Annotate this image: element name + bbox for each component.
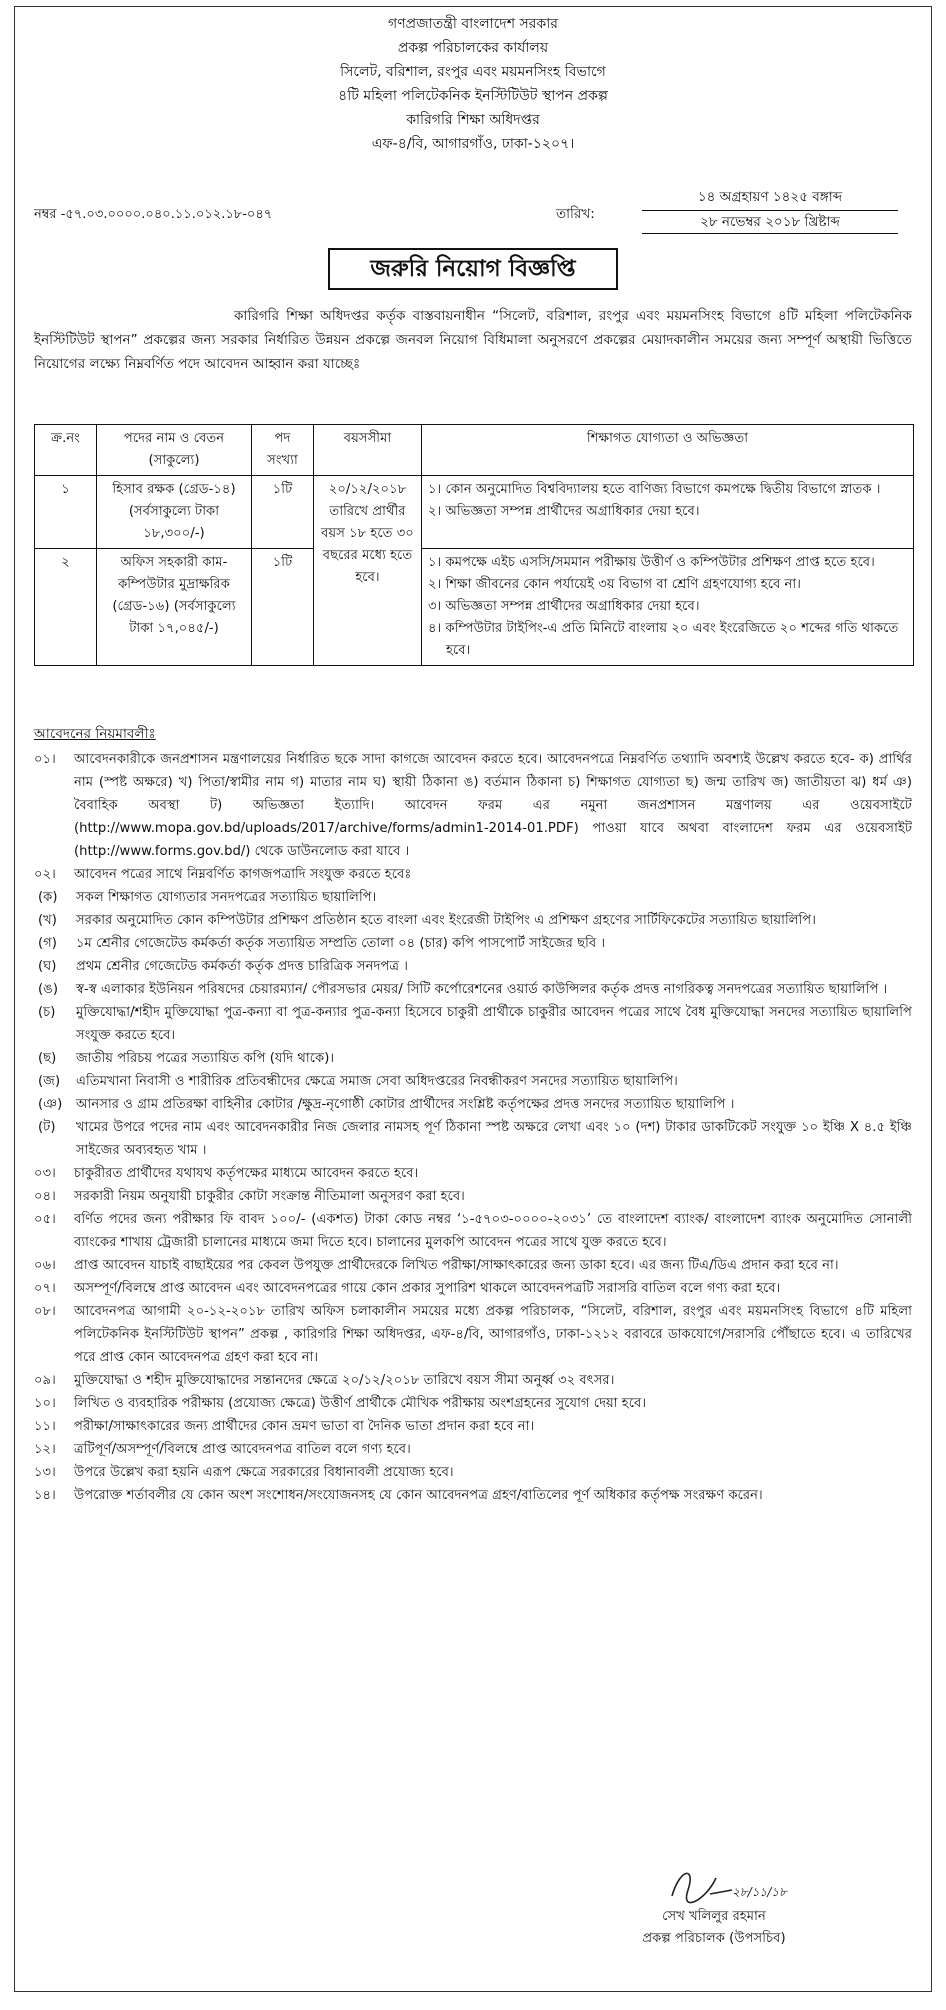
table-row [35,476,914,549]
rule-text: উপরে উল্লেখ করা হয়নি এরূপ ক্ষেত্রে সরকারের বিধানাবলী প্রযোজ্য হবে। [74,1465,454,1480]
attachment-text: খামের উপরে পদের নাম এবং আবেদনকারীর নিজ জেলার নামসহ পূর্ণ ঠিকানা স্পষ্ট অক্ষরে লেখা এবং ১০ (দশ) টাকার ডাকটিকেট সংযুক্ত ১০ ইঞ্চি X ৪.৫ ইঞ্চি সাইজের অব্যবহৃত খাম । [76,1120,912,1158]
rule-item [34,748,912,863]
attachment-text: স্ব-স্ব এলাকার ইউনিয়ন পরিষদের চেয়ারম্যান/ পৌরসভার মেয়র/ সিটি কর্পোরেশনের ওয়ার্ড কাউন্সিলর কর্তৃক প্রদত্ত নাগরিকত্ব সনদপত্রের সত্যায়িত ছায়ালিপি । [76,982,888,997]
row-post: অফিস সহকারী কাম-কম্পিউটার মুদ্রাক্ষরিক (গ্রেড-১৬) (সর্বসাকুল্যে টাকা ১৭,০৪৫/-) [97,549,252,666]
rule-number: ১২। [34,1442,56,1457]
rule-number: ১৩। [34,1465,56,1480]
qualification-item: ৪। কম্পিউটার টাইপিং-এ প্রতি মিনিটে বাংলায় ২০ এবং ইংরেজিতে ২০ শব্দের গতি থাকতে হবে। [428,621,899,658]
attachment-item [38,955,912,978]
intro-paragraph [34,304,912,376]
attachment-mark: (গ) [38,936,57,951]
rule-number: ০৪। [34,1189,56,1204]
rule-text: চাকুরীরত প্রার্থীদের যথাযথ কর্তৃপক্ষের মাধ্যমে আবেদন করতে হবে। [74,1166,419,1181]
date-label: তারিখ: [556,206,595,222]
col-age: বয়সসীমা [314,425,422,476]
rule-item [34,1484,912,1507]
rule-item [34,1300,912,1369]
col-serial: ক্র.নং [35,425,97,476]
rule-number: ০৩। [34,1166,56,1181]
rule-number: ০৫। [34,1212,56,1227]
rule-number: ০২। [34,867,56,882]
attachment-item [38,1070,912,1093]
rule-text: ত্রটিপূর্ণ/অসম্পূর্ণ/বিলম্বে প্রাপ্ত আবেদনপত্র বাতিল বলে গণ্য হবে। [74,1442,411,1457]
table-row [35,549,914,666]
header-line-4: ৪টি মহিলা পলিটেকনিক ইনস্টিটিউট স্থাপন প্রকল্প [338,88,608,104]
rule-text: লিখিত ও ব্যবহারিক পরীক্ষায় (প্রযোজ্য ক্ষেত্রে) উত্তীর্ণ প্রার্থীকে মৌখিক পরীক্ষায় অংশগ্রহনের সুযোগ দেয়া হবে। [74,1396,647,1411]
rule-text: পরীক্ষা/সাক্ষাৎকারের জন্য প্রার্থীদের কোন ভ্রমণ ভাতা বা দৈনিক ভাতা প্রদান করা হবে না। [74,1419,535,1434]
attachment-mark: (ছ) [38,1051,57,1066]
signature-date: ২৮/১১/১৮ [732,1885,787,1899]
attachment-mark: (খ) [38,913,57,928]
qualification-item: ৩। অভিজ্ঞতা সম্পন্ন প্রার্থীদের অগ্রাধিকার দেয়া হবে। [428,599,700,614]
attachment-mark: (জ) [38,1074,61,1089]
rule-text: প্রাপ্ত আবেদন যাচাই বাছাইয়ের পর কেবল উপযুক্ত প্রার্থীদেরকে লিখিত পরীক্ষা/সাক্ষাৎকারের জন্য ডাকা হবে। এর জন্য টিএ/ডিএ প্রদান করা হবে না। [74,1258,839,1273]
row-qualifications [422,549,914,666]
rule-number: ০৭। [34,1281,56,1296]
row-post: হিসাব রক্ষক (গ্রেড-১৪) (সর্বসাকুল্যে টাকা ১৮,৩০০/-) [97,476,252,549]
qualification-item: ২। শিক্ষা জীবনের কোন পর্যায়েই ৩য় বিভাগ বা শ্রেণি গ্রহণযোগ্য হবে না। [428,577,801,592]
rule-text: অসম্পূর্ণ/বিলম্বে প্রাপ্ত আবেদন এবং আবেদনপত্রের গায়ে কোন প্রকার সুপারিশ থাকলে আবেদনপত্রটি সরাসরি বাতিল বলে গণ্য করা হবে। [74,1281,781,1296]
age-limit: ২০/১২/২০১৮ তারিখে প্রার্থীর বয়স ১৮ হতে ৩০ বছরের মধ্যে হতে হবে। [314,476,422,666]
date-english: ২৮ নভেম্বর ২০১৮ খ্রিষ্টাব্দ [642,211,898,234]
row-serial: ১ [35,476,97,549]
row-count: ১টি [252,549,314,666]
header-line-3: সিলেট, বরিশাল, রংপুর এবং ময়মনসিংহ বিভাগে [340,64,606,80]
rule-item [34,863,912,886]
rule-text: সরকারী নিয়ম অনুযায়ী চাকুরীর কোটা সংক্রান্ত নীতিমালা অনুসরণ করা হবে। [74,1189,465,1204]
rules-heading: আবেদনের নিয়মাবলীঃ [34,726,156,742]
rule-item [34,1392,912,1415]
rule-item [34,1185,912,1208]
rule-number: ১৪। [34,1488,56,1503]
attachment-item [38,1001,912,1047]
col-post: পদের নাম ও বেতন (সাকুল্যে) [97,425,252,476]
rule-number: ১০। [34,1396,56,1411]
notice-title: জরুরি নিয়োগ বিজ্ঞপ্তি [328,248,618,290]
attachment-text: সরকার অনুমোদিত কোন কম্পিউটার প্রশিক্ষণ প্রতিষ্ঠান হতে বাংলা এবং ইংরেজী টাইপিং এ প্রশিক্ষণ গ্রহণের সার্টিফিকেটের সত্যায়িত ছায়ালিপি। [76,913,816,928]
office-header [0,12,946,156]
rule-number: ০৬। [34,1258,56,1273]
rule-item [34,1162,912,1185]
attachment-item [38,932,912,955]
attachment-text: আনসার ও গ্রাম প্রতিরক্ষা বাহিনীর কোটার /ক্ষুদ্র-নৃগোষ্ঠী কোটার প্রার্থীদের সংশ্লিষ্ট কর্তৃপক্ষের প্রদত্ত সনদের সত্যায়িত ছায়ালিপি । [76,1097,735,1112]
rule-number: ০৮। [34,1304,56,1319]
attachment-text: এতিমখানা নিবাসী ও শারীরিক প্রতিবন্ধীদের ক্ষেত্রে সমাজ সেবা অধিদপ্তরের নিবন্ধীকরণ সনদের সত্যায়িত ছায়ালিপি। [76,1074,678,1089]
attachment-mark: (ঙ) [38,982,58,997]
rule-number: ০১। [34,752,56,767]
attachment-text: ১ম শ্রেনীর গেজেটেড কর্মকর্তা কর্তৃক সত্যায়িত সম্প্রতি তোলা ০৪ (চার) কপি পাসপোর্ট সাইজের ছবি । [76,936,606,951]
attachment-mark: (ক) [38,890,58,905]
signatory-designation: প্রকল্প পরিচালক (উপসচিব) [642,1931,786,1946]
attachment-item [38,1093,912,1116]
rule-item [34,1461,912,1484]
rule-item [34,1369,912,1392]
row-qualifications [422,476,914,549]
attachment-mark: (চ) [38,1005,56,1020]
intro-text: কারিগরি শিক্ষা অধিদপ্তর কর্তৃক বাস্তবায়নাধীন “সিলেট, বরিশাল, রংপুর এবং ময়মনসিংহ বিভাগে ৪টি মহিলা পলিটেকনিক ইনস্টিটিউট স্থাপন” প্রকল্পের জন্য সরকার নির্ধারিত উন্নয়ন প্রকল্পে জনবল নিয়োগ বিধিমালা অনুসরণে প্রকল্পের মেয়াদকালীন সময়ের জন্য সম্পূর্ণ অস্থায়ী ভিত্তিতে নিয়োগের লক্ষ্যে নিম্নবর্ণিত পদে আবেদন আহ্বান করা যাচ্ছেঃ [34,308,912,372]
rule-text: উপরোক্ত শর্তাবলীর যে কোন অংশ সংশোধন/সংযোজনসহ যে কোন আবেদনপত্র গ্রহণ/বাতিলের পূর্ণ অধিকার কর্তৃপক্ষ সংরক্ষণ করেন। [74,1488,763,1503]
attachment-item [38,978,912,1001]
handwritten-signature [666,1860,806,1908]
rules-list [34,748,912,1507]
attachment-item [38,909,912,932]
attachment-item [38,1047,912,1070]
signatory-name: সেখ খলিলুর রহমান [662,1909,766,1924]
table-header-row [35,425,914,476]
attachment-mark: (ঞ) [38,1097,63,1112]
qualification-item: ১। কোন অনুমোদিত বিশ্ববিদ্যালয় হতে বাণিজ্য বিভাগে কমপক্ষে দ্বিতীয় বিভাগে স্নাতক । [428,482,881,497]
rule-item [34,1277,912,1300]
rule-text: মুক্তিযোদ্ধা ও শহীদ মুক্তিযোদ্ধাদের সন্তানদের ক্ষেত্রে ২০/১২/২০১৮ তারিখে বয়স সীমা অনুর্ধ্ব ৩২ বৎসর। [74,1373,615,1388]
signature-block [614,1906,814,1950]
header-line-1: গণপ্রজাতন্ত্রী বাংলাদেশ সরকার [388,16,558,32]
rule-text: আবেদনকারীকে জনপ্রশাসন মন্ত্রণালয়ের নির্ধারিত ছকে সাদা কাগজে আবেদন করতে হবে। আবেদনপত্রে নিম্নবর্ণিত তথ্যাদি অবশ্যই উল্লেখ করতে হবে- ক) প্রার্থির নাম (স্পষ্ট অক্ষরে) খ) পিতা/স্বামীর নাম গ) মাতার নাম ঘ) স্থায়ী ঠিকানা ঙ) বর্তমান ঠিকানা চ) শিক্ষাগত যোগ্যতা ছ) জন্ম তারিখ জ) জাতীয়তা ঝ) ধর্ম ঞ) বৈবাহিক অবস্থা ট) অভিজ্ঞতা ইত্যাদি। আবেদন ফরম এর নমুনা জনপ্রশাসন মন্ত্রণালয় এর ওয়েবসাইটে (http://www.mopa.gov.bd/uploads/2017/archive/forms/admin1-2014-01.PDF) পাওয়া যাবে অথবা বাংলাদেশ ফরম এর ওয়েবসাইট (http://www.forms.gov.bd/) থেকে ডাউনলোড করা যাবে । [74,752,912,859]
rule-text: আবেদনপত্র আগামী ২০-১২-২০১৮ তারিখ অফিস চলাকালীন সময়ের মধ্যে প্রকল্প পরিচালক, “সিলেট, বরিশাল, রংপুর এবং ময়মনসিংহ বিভাগে ৪টি মহিলা পলিটেকনিক ইনস্টিটিউট স্থাপন” প্রকল্প , কারিগরি শিক্ষা অধিদপ্তর, এফ-৪/বি, আগারগাঁও, ঢাকা-১২১২ বরাবরে ডাকযোগে/সরাসরি পৌঁছাতে হবে। এ তারিখের পরে প্রাপ্ত কোন আবেদনপত্র গ্রহণ করা হবে না। [74,1304,912,1365]
row-count: ১টি [252,476,314,549]
attachment-mark: (ট) [38,1120,56,1135]
attachment-item [38,886,912,909]
col-qualification: শিক্ষাগত যোগ্যতা ও অভিজ্ঞতা [422,425,914,476]
attachment-text: প্রথম শ্রেনীর গেজেটেড কর্মকর্তা কর্তৃক প্রদত্ত চারিত্রিক সনদপত্র । [76,959,408,974]
header-line-5: কারিগরি শিক্ষা অধিদপ্তর [406,112,540,128]
attachment-mark: (ঘ) [38,959,57,974]
qualification-item: ১। কমপক্ষে এইচ এসসি/সমমান পরীক্ষায় উত্তীর্ণ ও কম্পিউটার প্রশিক্ষণ প্রাপ্ত হতে হবে। [428,555,875,570]
attachment-item [38,1116,912,1162]
attachment-text: জাতীয় পরিচয় পত্রের সত্যায়িত কপি (যদি থাকে)। [76,1051,335,1066]
attachment-text: মুক্তিযোদ্ধা/শহীদ মুক্তিযোদ্ধা পুত্র-কন্যা বা পুত্র-কন্যার পুত্র-কন্যা হিসেবে চাকুরী প্রার্থীকে চাকুরীর আবেদন পত্রের সাথে বৈধ মুক্তিযোদ্ধা সনদের সত্যায়িত ছায়ালিপি সংযুক্ত করতে হবে। [76,1005,912,1043]
rule-item [34,1415,912,1438]
memo-number: নম্বর -৫৭.০৩.০০০০.০৪০.১১.০১২.১৮-০৪৭ [34,207,273,222]
rule-number: ০৯। [34,1373,56,1388]
rule-text: আবেদন পত্রের সাথে নিম্নবর্ণিত কাগজপত্রাদি সংযুক্ত করতে হবেঃ [74,867,412,882]
date-bangla: ১৪ অগ্রহায়ণ ১৪২৫ বঙ্গাব্দ [642,186,898,211]
rule-text: বর্ণিত পদের জন্য পরীক্ষার ফি বাবদ ১০০/- (একশত) টাকা কোড নম্বর ‘১-৫৭০৩-০০০০-২০৩১’ তে বাংলাদেশ ব্যাংক/ বাংলাদেশ ব্যাংক অনুমোদিত সোনালী ব্যাংকের শাখায় ট্রেজারী চালানের মাধ্যমে জমা দিতে হবে। চালানের মুলকপি আবেদন পত্রের সাথে যুক্ত করতে হবে। [74,1212,912,1250]
col-count: পদ সংখ্যা [252,425,314,476]
qualification-item: ২। অভিজ্ঞতা সম্পন্ন প্রার্থীদের অগ্রাধিকার দেয়া হবে। [428,504,700,519]
attachment-text: সকল শিক্ষাগত যোগ্যতার সনদপত্রের সত্যায়িত ছায়ালিপি। [76,890,377,905]
header-line-6: এফ-৪/বি, আগারগাঁও, ঢাকা-১২০৭। [371,136,575,152]
rule-number: ১১। [34,1419,56,1434]
rule-item [34,1254,912,1277]
posts-table [34,424,914,666]
date-block [642,186,898,234]
row-serial: ২ [35,549,97,666]
rule-item [34,1208,912,1254]
rule-item [34,1438,912,1461]
header-line-2: প্রকল্প পরিচালকের কার্যালয় [397,40,549,56]
